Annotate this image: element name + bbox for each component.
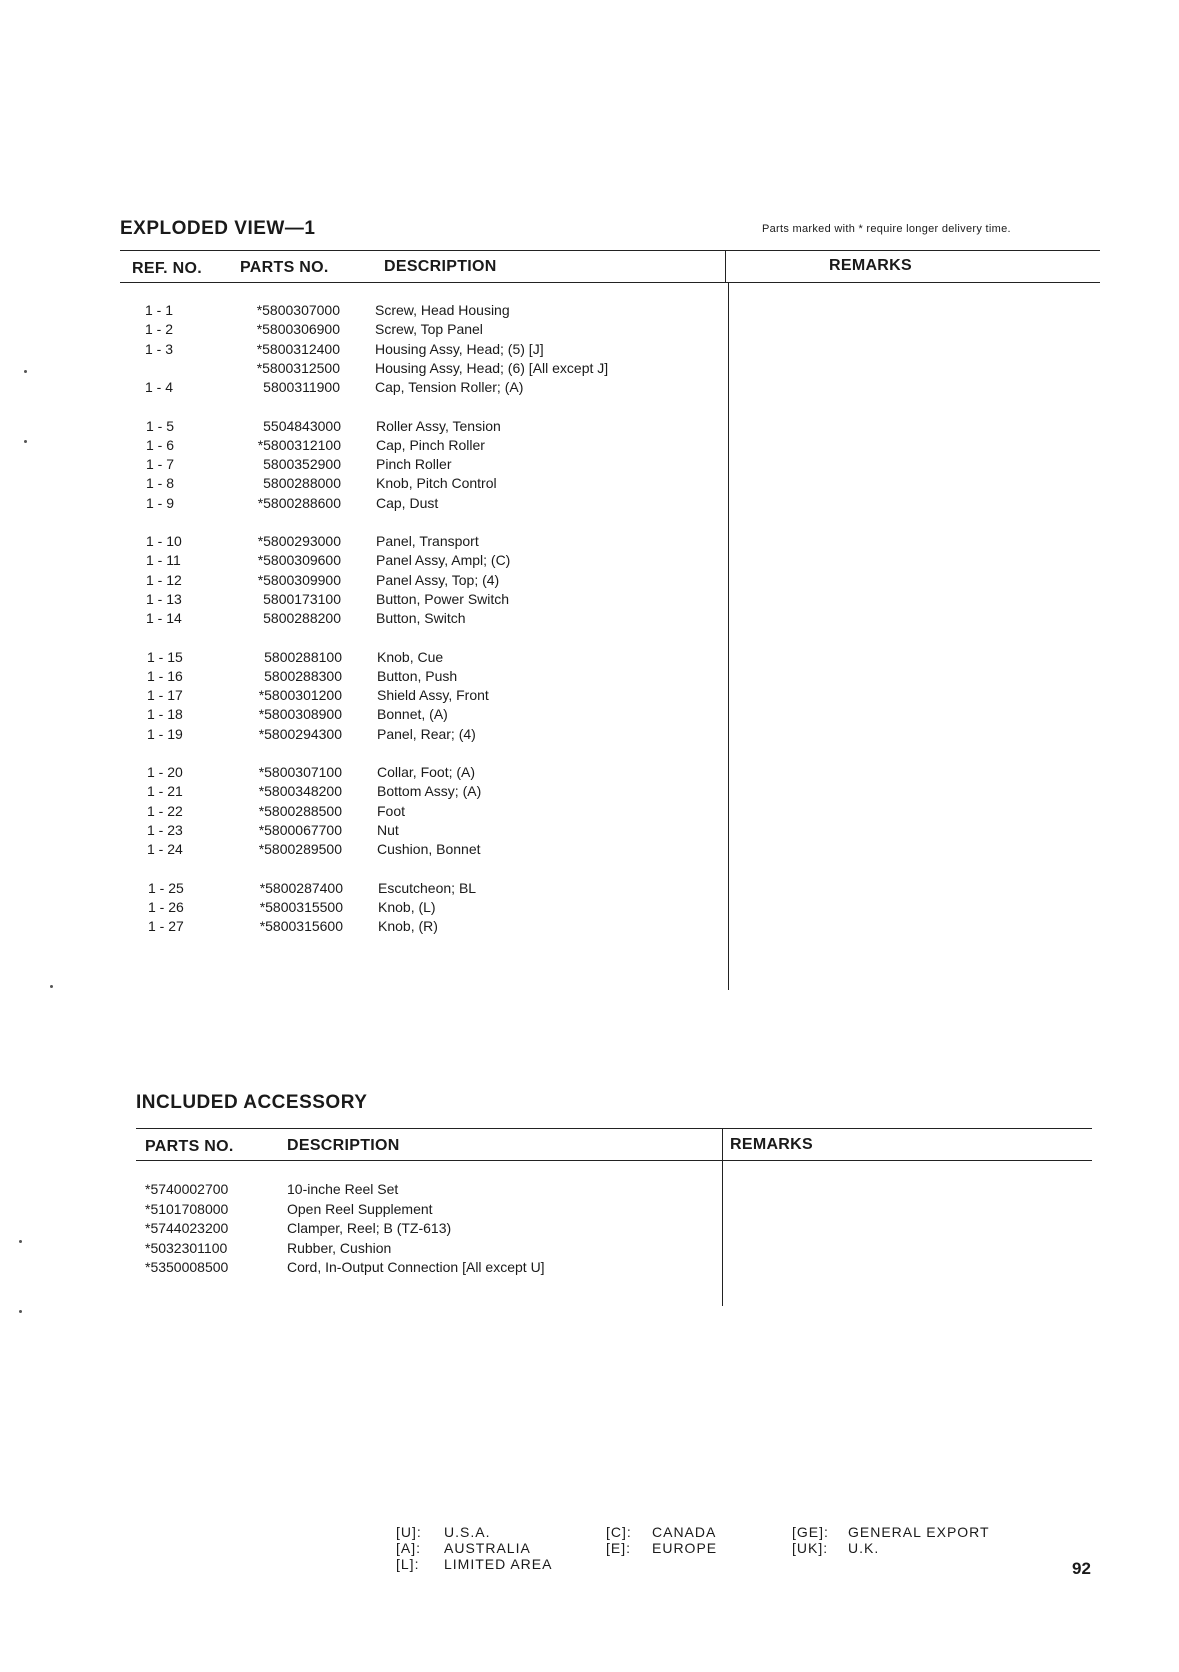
ref-no: 1 - 3 bbox=[145, 340, 174, 357]
scan-speck bbox=[50, 985, 53, 988]
description: Clamper, Reel; B (TZ-613) bbox=[287, 1220, 452, 1236]
description: Cap, Pinch Roller bbox=[376, 436, 485, 453]
parts-no: 5800288000 bbox=[263, 475, 341, 492]
description: Panel, Rear; (4) bbox=[377, 725, 476, 742]
acc-col-header-description: DESCRIPTION bbox=[287, 1137, 400, 1154]
parts-no: *5800288600 bbox=[257, 494, 341, 511]
legend-code: [UK]: bbox=[792, 1540, 829, 1556]
description: Knob, (L) bbox=[378, 898, 436, 915]
description: Foot bbox=[377, 802, 406, 819]
description: Panel Assy, Top; (4) bbox=[376, 571, 500, 588]
description: Button, Power Switch bbox=[376, 590, 510, 607]
ref-no: 1 - 4 bbox=[145, 379, 174, 396]
parts-no: *5800294300 bbox=[258, 725, 342, 742]
col-header-ref-no: REF. NO. bbox=[132, 260, 202, 277]
ref-no: 1 - 8 bbox=[146, 475, 175, 492]
ref-no: 1 - 7 bbox=[146, 456, 175, 473]
parts-no: *5032301100 bbox=[145, 1239, 228, 1256]
parts-no: *5800315500 bbox=[259, 898, 343, 915]
remarks-divider bbox=[728, 283, 729, 990]
parts-no: *5800287400 bbox=[259, 879, 343, 896]
parts-no: *5744023200 bbox=[145, 1220, 229, 1236]
parts-no: *5800348200 bbox=[258, 783, 342, 800]
page-number: 92 bbox=[1072, 1559, 1091, 1578]
ref-no: 1 - 2 bbox=[145, 321, 174, 338]
description: Cushion, Bonnet bbox=[377, 841, 481, 858]
description: Escutcheon; BL bbox=[378, 879, 477, 896]
ref-no: 1 - 26 bbox=[148, 898, 184, 915]
description: Button, Push bbox=[377, 667, 458, 684]
description: Bonnet, (A) bbox=[377, 706, 448, 723]
parts-no: *5350008500 bbox=[145, 1259, 229, 1275]
parts-no: *5800312100 bbox=[257, 436, 341, 453]
description: Panel, Transport bbox=[376, 533, 479, 549]
ref-no: 1 - 22 bbox=[147, 802, 183, 819]
parts-no: 5800173100 bbox=[263, 590, 341, 607]
description: Collar, Foot; (A) bbox=[377, 764, 476, 780]
parts-no: 5800352900 bbox=[263, 456, 341, 473]
ref-no: 1 - 23 bbox=[147, 821, 183, 838]
exploded-view-title: EXPLODED VIEW—1 bbox=[120, 218, 316, 239]
parts-no: *5740002700 bbox=[145, 1181, 229, 1197]
ref-no: 1 - 25 bbox=[148, 879, 184, 896]
parts-no: *5800301200 bbox=[258, 687, 342, 704]
description: Nut bbox=[377, 821, 399, 838]
parts-no: 5800288200 bbox=[263, 610, 341, 627]
col-header-parts-no: PARTS NO. bbox=[240, 259, 329, 276]
accessory-top-rule bbox=[136, 1128, 1092, 1129]
description: Screw, Head Housing bbox=[375, 302, 510, 318]
ref-no: 1 - 11 bbox=[146, 552, 181, 569]
description: Knob, Cue bbox=[377, 648, 444, 665]
accessory-remarks-divider bbox=[722, 1128, 723, 1306]
description: Cord, In-Output Connection [All except U] bbox=[287, 1259, 545, 1275]
ref-no: 1 - 1 bbox=[145, 302, 174, 318]
parts-no: *5800308900 bbox=[258, 706, 342, 723]
parts-no: 5800288300 bbox=[264, 667, 342, 684]
header-divider bbox=[725, 250, 726, 283]
legend-code: [L]: bbox=[396, 1556, 420, 1572]
parts-no: *5800309900 bbox=[257, 571, 341, 588]
parts-no: 5800311900 bbox=[263, 379, 340, 396]
description: Cap, Dust bbox=[376, 494, 439, 511]
ref-no: 1 - 21 bbox=[147, 783, 183, 800]
legend-name: GENERAL EXPORT bbox=[848, 1524, 990, 1540]
description: Bottom Assy; (A) bbox=[377, 783, 482, 800]
parts-no: *5800315600 bbox=[259, 918, 343, 935]
ref-no: 1 - 15 bbox=[147, 648, 183, 665]
accessory-title: INCLUDED ACCESSORY bbox=[136, 1092, 368, 1113]
scan-speck bbox=[19, 1310, 22, 1313]
ref-no: 1 - 20 bbox=[147, 764, 183, 780]
legend-name: U.S.A. bbox=[444, 1524, 491, 1540]
ref-no: 1 - 16 bbox=[147, 667, 183, 684]
table-header-rule bbox=[120, 282, 1100, 283]
scan-speck bbox=[19, 1240, 22, 1243]
parts-no: *5800067700 bbox=[258, 821, 342, 838]
description: 10-inche Reel Set bbox=[287, 1181, 399, 1197]
parts-no: *5800306900 bbox=[256, 321, 340, 338]
ref-no: 1 - 19 bbox=[147, 725, 183, 742]
ref-no: 1 - 6 bbox=[146, 436, 175, 453]
parts-no: *5800307000 bbox=[256, 302, 340, 318]
legend-name: CANADA bbox=[652, 1524, 717, 1540]
ref-no: 1 - 17 bbox=[147, 687, 183, 704]
acc-col-header-remarks: REMARKS bbox=[730, 1136, 813, 1153]
legend-code: [C]: bbox=[606, 1524, 632, 1540]
legend-name: AUSTRALIA bbox=[444, 1540, 531, 1556]
ref-no: 1 - 14 bbox=[146, 610, 182, 627]
parts-no: *5800288500 bbox=[258, 802, 342, 819]
parts-no: *5800312500 bbox=[256, 359, 340, 376]
legend-code: [A]: bbox=[396, 1540, 422, 1556]
description: Pinch Roller bbox=[376, 456, 452, 473]
region-legend bbox=[396, 1524, 1016, 1584]
description: Panel Assy, Ampl; (C) bbox=[376, 552, 511, 569]
ref-no: 1 - 9 bbox=[146, 494, 175, 511]
table-top-rule bbox=[120, 250, 1100, 251]
parts-no: *5800309600 bbox=[257, 552, 341, 569]
acc-col-header-parts-no: PARTS NO. bbox=[145, 1138, 234, 1155]
col-header-remarks: REMARKS bbox=[829, 257, 912, 274]
legend-name: U.K. bbox=[848, 1540, 880, 1556]
ref-no: 1 - 24 bbox=[147, 841, 183, 858]
description: Housing Assy, Head; (6) [All except J] bbox=[375, 359, 609, 376]
ref-no: 1 - 18 bbox=[147, 706, 183, 723]
ref-no: 1 - 12 bbox=[146, 571, 182, 588]
description: Rubber, Cushion bbox=[287, 1239, 392, 1256]
description: Knob, (R) bbox=[378, 918, 438, 935]
ref-no: 1 - 13 bbox=[146, 590, 182, 607]
legend-name: LIMITED AREA bbox=[444, 1556, 553, 1572]
col-header-description: DESCRIPTION bbox=[384, 258, 497, 275]
parts-no: *5800307100 bbox=[258, 764, 342, 780]
ref-no: 1 - 5 bbox=[146, 417, 175, 434]
scan-speck bbox=[24, 370, 27, 373]
accessory-header-rule bbox=[136, 1160, 1092, 1161]
legend-code: [GE]: bbox=[792, 1524, 829, 1540]
parts-no: *5800293000 bbox=[257, 533, 341, 549]
description: Open Reel Supplement bbox=[287, 1200, 433, 1217]
parts-no: 5504843000 bbox=[263, 417, 341, 434]
legend-name: EUROPE bbox=[652, 1540, 718, 1556]
parts-no: 5800288100 bbox=[264, 648, 342, 665]
description: Screw, Top Panel bbox=[375, 321, 483, 338]
description: Roller Assy, Tension bbox=[376, 417, 501, 434]
legend-code: [U]: bbox=[396, 1524, 422, 1540]
legend-code: [E]: bbox=[606, 1540, 632, 1556]
description: Cap, Tension Roller; (A) bbox=[375, 379, 524, 396]
description: Knob, Pitch Control bbox=[376, 475, 497, 492]
parts-no: *5800312400 bbox=[256, 340, 340, 357]
ref-no: 1 - 10 bbox=[146, 533, 182, 549]
description: Shield Assy, Front bbox=[377, 687, 489, 704]
parts-no: *5800289500 bbox=[258, 841, 342, 858]
delivery-note: Parts marked with * require longer delivery time. bbox=[762, 223, 1011, 235]
scan-speck bbox=[24, 440, 27, 443]
ref-no: 1 - 27 bbox=[148, 918, 184, 935]
parts-no: *5101708000 bbox=[145, 1200, 229, 1217]
description: Housing Assy, Head; (5) [J] bbox=[375, 340, 544, 357]
description: Button, Switch bbox=[376, 610, 466, 627]
